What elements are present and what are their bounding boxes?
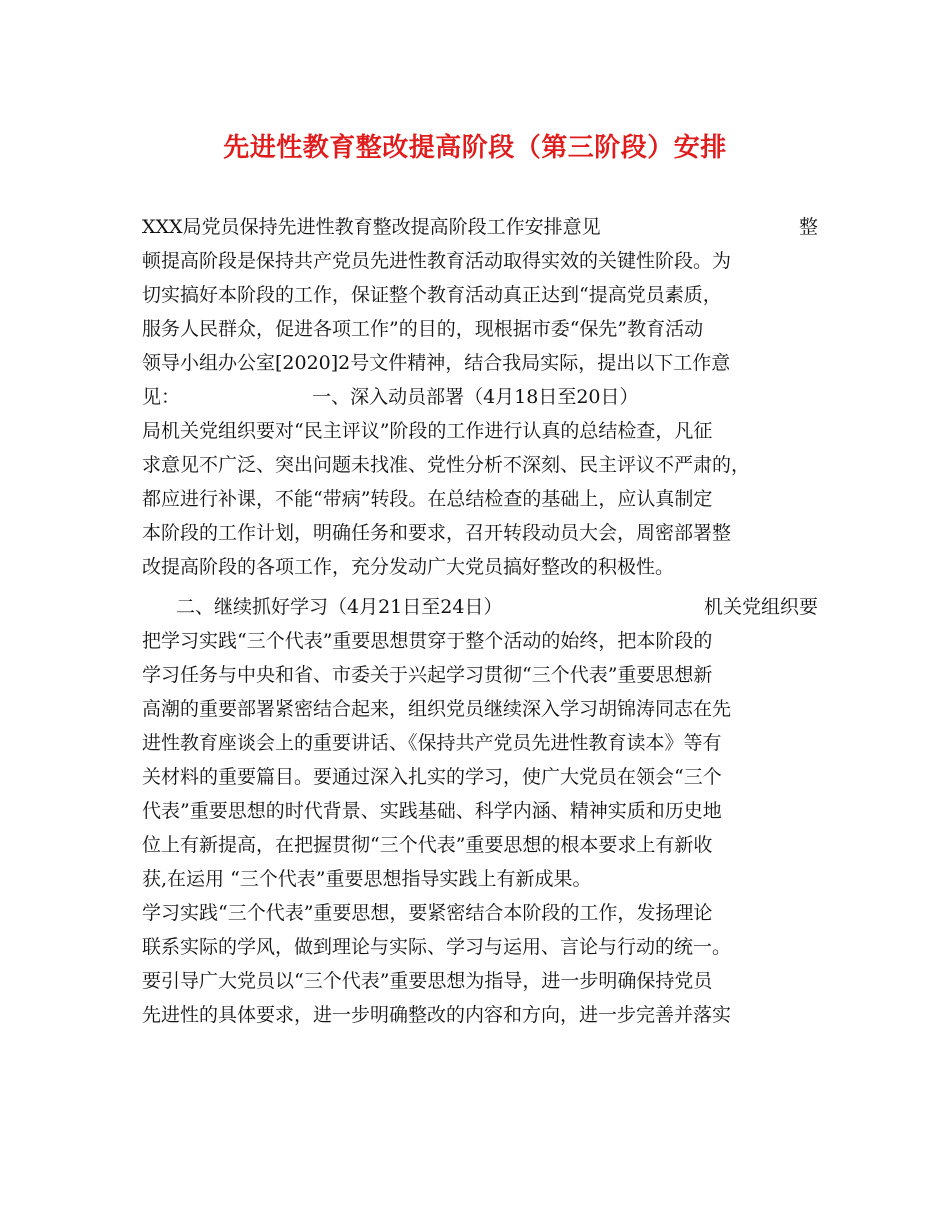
text-line: 切实搞好本阶段的工作，保证整个教育活动真正达到“提高党员素质，	[142, 284, 722, 306]
text-line	[142, 590, 818, 624]
text-line: 把学习实践“三个代表”重要思想贯穿于整个活动的始终，把本阶段的	[142, 630, 713, 652]
text-line: 要引导广大党员以“三个代表”重要思想为指导，进一步明确保持党员	[142, 970, 713, 992]
text-line: 获,在运用 “三个代表”重要思想指导实践上有新成果。	[142, 868, 592, 890]
text-line: 顿提高阶段是保持共产党员先进性教育活动取得实效的关键性阶段。为	[142, 250, 732, 272]
document-title: 先进性教育整改提高阶段（第三阶段）安排	[223, 133, 727, 163]
text-line: 位上有新提高，在把握贯彻“三个代表”重要思想的根本要求上有新收	[142, 834, 713, 856]
text-line: 关材料的重要篇目。要通过深入扎实的学习，使广大党员在领会“三个	[142, 766, 722, 788]
document-body	[142, 210, 818, 1032]
text-line: 服务人民群众，促进各项工作”的目的，现根据市委“保先”教育活动	[142, 318, 704, 340]
text-line: 进性教育座谈会上的重要讲话、《保持共产党员先进性教育读本》等有	[142, 732, 722, 754]
text-line: 先进性的具体要求，进一步明确整改的内容和方向，进一步完善并落实	[142, 1004, 732, 1026]
section-heading: 一、深入动员部署（4月18日至20日）	[312, 386, 639, 408]
section-heading: 二、继续抓好学习（4月21日至24日）	[176, 596, 503, 618]
text-segment: 见：	[142, 386, 181, 408]
text-line: 学习实践“三个代表”重要思想，要紧密结合本阶段的工作，发扬理论	[142, 902, 713, 924]
text-line: 改提高阶段的各项工作，充分发动广大党员搞好整改的积极性。	[142, 556, 675, 578]
text-line: 高潮的重要部署紧密结合起来，组织党员继续深入学习胡锦涛同志在先	[142, 698, 732, 720]
text-line	[142, 380, 818, 414]
text-line: 学习任务与中央和省、市委关于兴起学习贯彻“三个代表”重要思想新	[142, 664, 713, 686]
text-line: 局机关党组织要对“民主评议”阶段的工作进行认真的总结检查，凡征	[142, 420, 713, 442]
text-line: 联系实际的学风，做到理论与实际、学习与运用、言论与行动的统一。	[142, 936, 732, 958]
text-segment: XXX局党员保持先进性教育整改提高阶段工作安排意见	[142, 216, 601, 238]
text-line: 求意见不广泛、突出问题未找准、党性分析不深刻、民主评议不严肃的，	[142, 454, 751, 476]
text-line: 领导小组办公室[2020]2号文件精神，结合我局实际，提出以下工作意	[142, 352, 731, 374]
text-segment: 机关党组织要	[703, 596, 818, 618]
text-line: 代表”重要思想的时代背景、实践基础、科学内涵、精神实质和历史地	[142, 800, 722, 822]
text-line: 本阶段的工作计划，明确任务和要求，召开转段动员大会，周密部署整	[142, 522, 732, 544]
text-line	[142, 210, 818, 244]
text-segment: 整	[798, 216, 818, 238]
text-line: 都应进行补课，不能“带病”转段。在总结检查的基础上，应认真制定	[142, 488, 713, 510]
